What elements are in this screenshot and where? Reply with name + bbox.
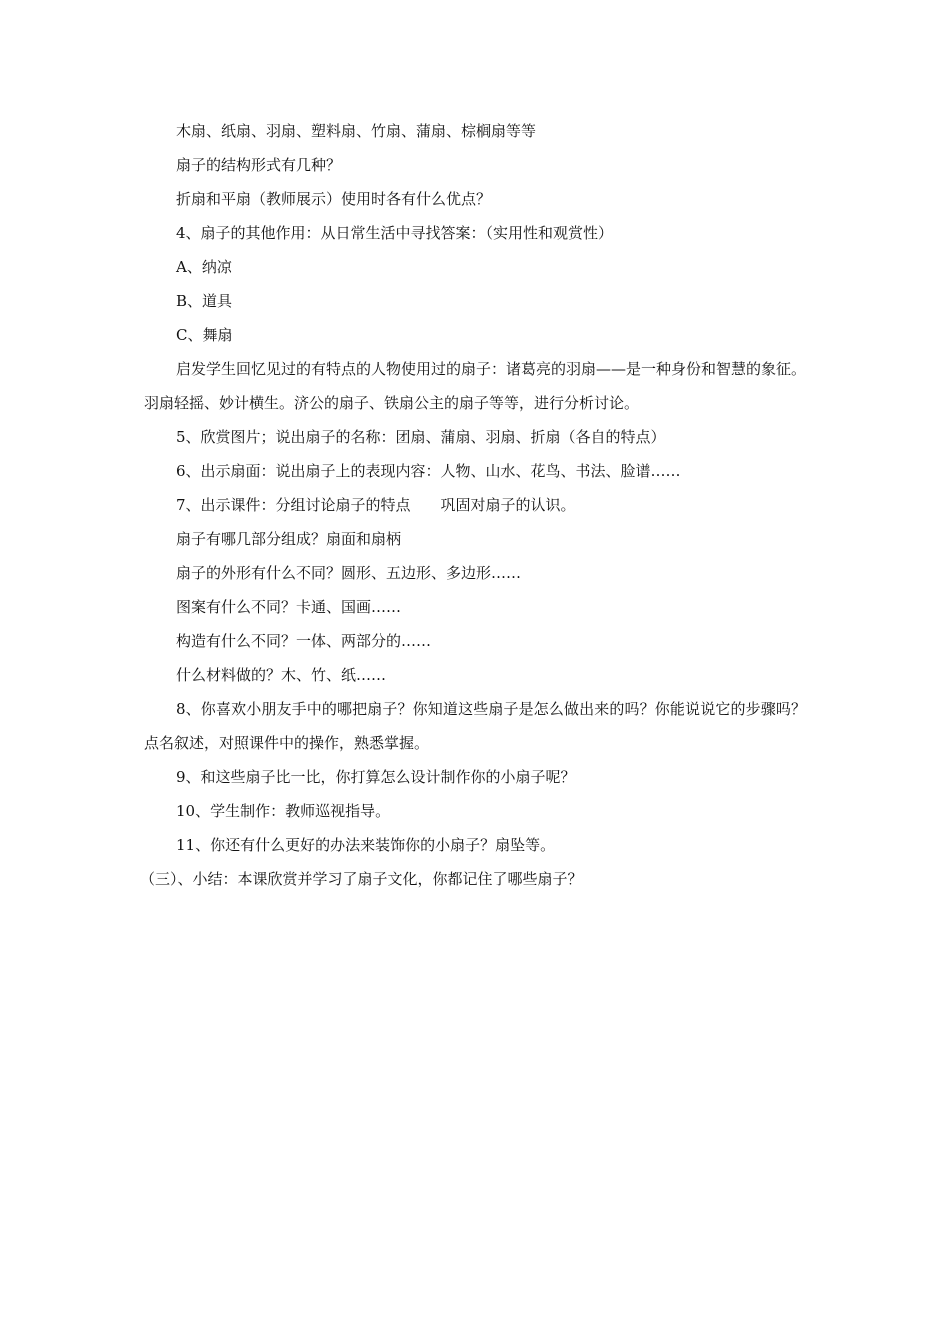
use-c-dance: C、舞扇 — [176, 326, 233, 344]
use-a-cooling: A、纳凉 — [176, 258, 232, 276]
shape-question: 扇子的外形有什么不同？圆形、五边形、多边形…… — [176, 564, 522, 582]
step-6-fan-surface: 6、出示扇面：说出扇子上的表现内容：人物、山水、花鸟、书法、脸谱…… — [176, 462, 681, 480]
use-b-prop: B、道具 — [176, 292, 233, 310]
folding-flat-question: 折扇和平扇（教师展示）使用时各有什么优点？ — [176, 190, 492, 208]
step-4-other-uses: 4、扇子的其他作用：从日常生活中寻找答案：（实用性和观赏性） — [176, 224, 614, 242]
step-7-courseware: 7、出示课件：分组讨论扇子的特点 巩固对扇子的认识。 — [176, 496, 576, 514]
summary-line: （三）、小结：本课欣赏并学习了扇子文化，你都记住了哪些扇子？ — [140, 870, 583, 888]
step-10-make: 10、学生制作：教师巡视指导。 — [176, 802, 391, 820]
fan-types-line: 木扇、纸扇、羽扇、塑料扇、竹扇、蒲扇、棕榈扇等等 — [176, 122, 537, 140]
parts-question: 扇子有哪几部分组成？扇面和扇柄 — [176, 530, 402, 548]
step-8-paragraph: 8、你喜欢小朋友手中的哪把扇子？你知道这些扇子是怎么做出来的吗？你能说说它的步骤吗？点名叙述，对照课件中的操作，熟悉掌握。 — [144, 700, 806, 752]
inspire-paragraph: 启发学生回忆见过的有特点的人物使用过的扇子：诸葛亮的羽扇——是一种身份和智慧的象征。羽扇轻摇、妙计横生。济公的扇子、铁扇公主的扇子等等，进行分析讨论。 — [144, 360, 807, 412]
material-question: 什么材料做的？木、竹、纸…… — [176, 666, 387, 684]
step-5-appreciate: 5、欣赏图片；说出扇子的名称：团扇、蒲扇、羽扇、折扇（各自的特点） — [176, 428, 666, 446]
pattern-question: 图案有什么不同？卡通、国画…… — [176, 598, 402, 616]
step-11-decorate: 11、你还有什么更好的办法来装饰你的小扇子？扇坠等。 — [176, 836, 556, 854]
step-9-design: 9、和这些扇子比一比，你打算怎么设计制作你的小扇子呢？ — [176, 768, 576, 786]
structure-question: 扇子的结构形式有几种？ — [176, 156, 342, 174]
construction-question: 构造有什么不同？一体、两部分的…… — [176, 632, 432, 650]
document-body — [140, 114, 807, 896]
